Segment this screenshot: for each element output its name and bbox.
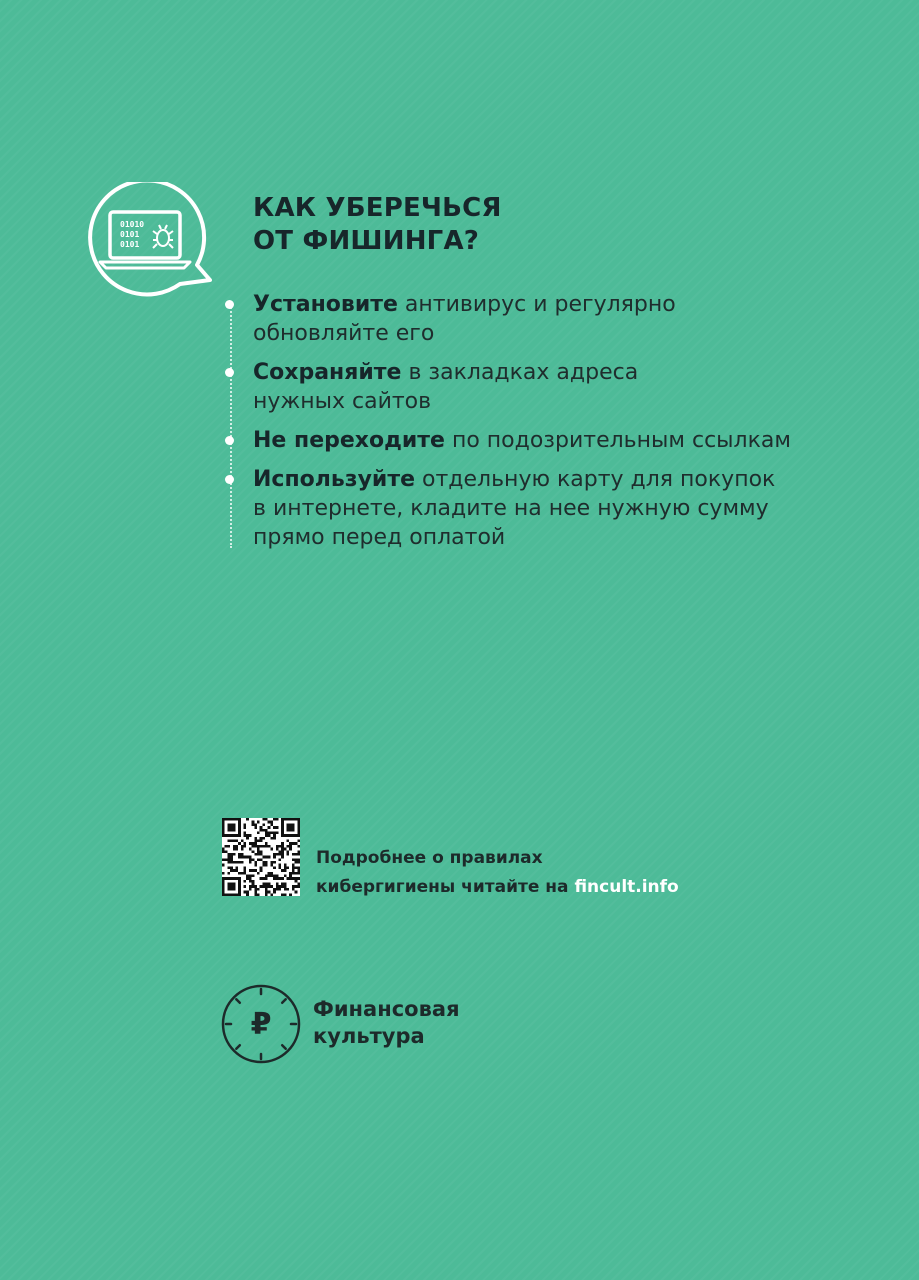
tip-line: прямо перед оплатой bbox=[253, 525, 506, 550]
title-line-1: КАК УБЕРЕЧЬСЯ bbox=[253, 193, 502, 223]
tip-line bbox=[253, 290, 873, 319]
tip-text: отдельную карту для покупок bbox=[415, 467, 776, 492]
more-info-line-2 bbox=[316, 873, 679, 902]
tip-line bbox=[253, 465, 873, 494]
tip-line: нужных сайтов bbox=[253, 389, 432, 414]
page-title bbox=[253, 192, 502, 258]
more-info-text bbox=[316, 844, 679, 902]
brand-name bbox=[313, 996, 460, 1050]
bullet-dotted-line bbox=[230, 304, 232, 548]
tip-line: обновляйте его bbox=[253, 321, 435, 346]
tip-line bbox=[253, 358, 873, 387]
brand-line-2: культура bbox=[313, 1024, 425, 1048]
brand-line-1: Финансовая bbox=[313, 997, 460, 1021]
more-info-prefix: кибергигиены читайте на bbox=[316, 877, 575, 897]
title-line-2: ОТ ФИШИНГА? bbox=[253, 226, 480, 256]
svg-text:01010: 01010 bbox=[120, 220, 145, 229]
qr-code-icon[interactable] bbox=[222, 818, 300, 896]
tip-bold: Не переходите bbox=[253, 428, 445, 453]
tip-item-separate-card bbox=[253, 465, 873, 552]
tip-bold: Установите bbox=[253, 292, 398, 317]
tip-line bbox=[253, 426, 873, 455]
bullet-dot bbox=[225, 300, 234, 309]
ruble-clock-logo-icon bbox=[220, 983, 302, 1065]
fincult-link[interactable]: fincult.info bbox=[574, 877, 679, 897]
bullet-dot bbox=[225, 368, 234, 377]
laptop-bug-speech-bubble-icon bbox=[82, 182, 214, 300]
svg-text:₽: ₽ bbox=[250, 1007, 272, 1042]
tip-item-avoid-links bbox=[253, 426, 873, 455]
bullet-dot bbox=[225, 475, 234, 484]
tip-text: антивирус и регулярно bbox=[397, 292, 676, 317]
tips-list bbox=[253, 290, 873, 562]
tip-item-install-antivirus bbox=[253, 290, 873, 348]
tip-item-save-bookmarks bbox=[253, 358, 873, 416]
tip-bold: Используйте bbox=[253, 467, 416, 492]
tip-bold: Сохраняйте bbox=[253, 360, 402, 385]
tip-text: в закладках адреса bbox=[401, 360, 639, 385]
bullet-dot bbox=[225, 436, 234, 445]
tip-text: по подозрительным ссылкам bbox=[444, 428, 791, 453]
bug-icon bbox=[153, 225, 173, 248]
more-info-line-1: Подробнее о правилах bbox=[316, 848, 543, 868]
tip-line: в интернете, кладите на нее нужную сумму bbox=[253, 496, 769, 521]
svg-text:0101: 0101 bbox=[120, 240, 140, 249]
svg-text:0101: 0101 bbox=[120, 230, 140, 239]
